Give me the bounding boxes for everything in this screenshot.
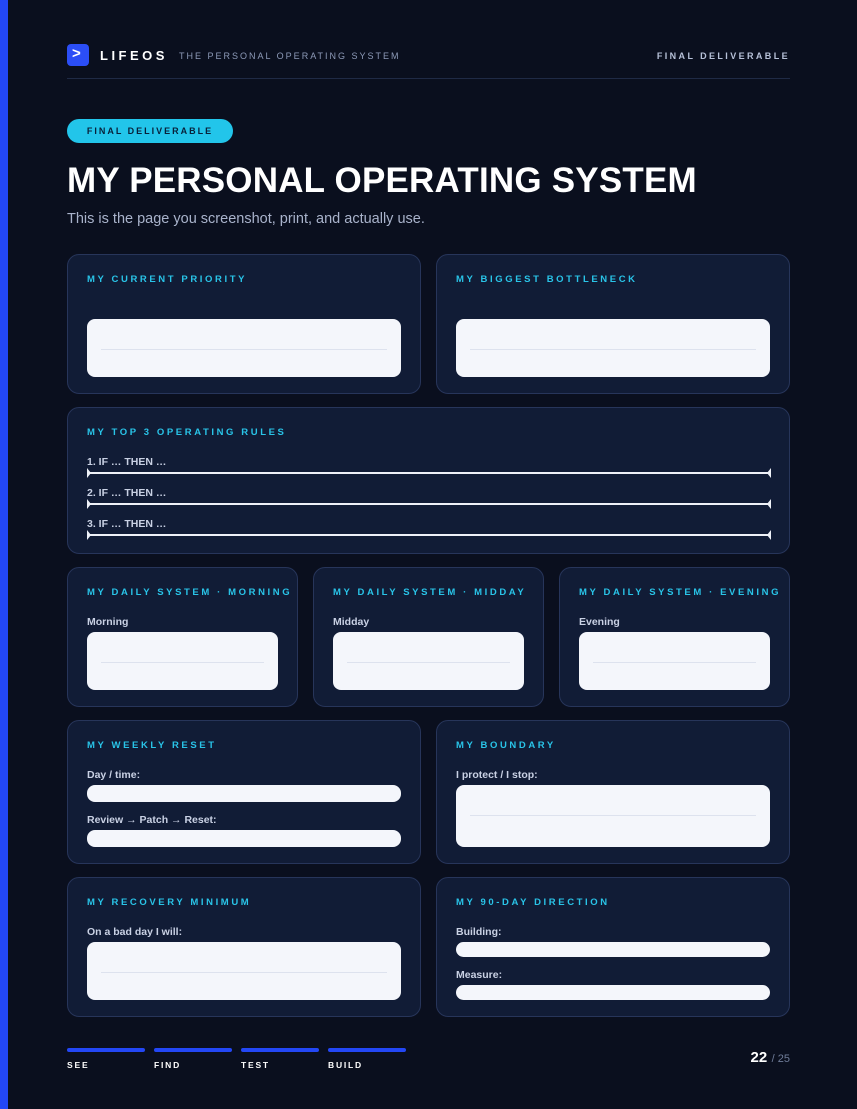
step-see: SEE — [67, 1048, 145, 1070]
logo-chevron: > — [72, 45, 81, 62]
page-title: MY PERSONAL OPERATING SYSTEM — [67, 161, 697, 200]
rule-2-label: 2. IF … THEN … — [87, 487, 167, 499]
step-test: TEST — [241, 1048, 319, 1070]
card-biggest-bottleneck — [436, 254, 790, 394]
card-daily-midday — [313, 567, 544, 707]
header-section-label: FINAL DELIVERABLE — [656, 51, 790, 61]
rule-1-label: 1. IF … THEN … — [87, 456, 167, 468]
direction-measure-label: Measure: — [456, 969, 503, 981]
evening-input[interactable] — [579, 632, 770, 690]
weekly-review-input[interactable] — [87, 830, 401, 847]
direction-building-label: Building: — [456, 926, 502, 938]
card-daily-morning — [67, 567, 298, 707]
card-title: MY DAILY SYSTEM · MORNING — [87, 587, 293, 598]
progress-steps — [67, 1048, 427, 1072]
recovery-label: On a bad day I will: — [87, 926, 183, 938]
recovery-input[interactable] — [87, 942, 401, 1000]
card-title: MY CURRENT PRIORITY — [87, 274, 248, 285]
weekly-review-label: Review → Patch → Reset: — [87, 814, 217, 826]
card-title: MY WEEKLY RESET — [87, 740, 217, 751]
brand-name: LIFEOS — [100, 48, 168, 63]
card-current-priority — [67, 254, 421, 394]
card-weekly-reset — [67, 720, 421, 864]
morning-input[interactable] — [87, 632, 278, 690]
card-title: MY BOUNDARY — [456, 740, 556, 751]
rule-1-line[interactable] — [87, 472, 771, 474]
logo-icon — [67, 44, 89, 66]
weekly-day-label: Day / time: — [87, 769, 141, 781]
page-subtitle: This is the page you screenshot, print, and actually use. — [67, 211, 425, 227]
page-current: 22 — [750, 1049, 768, 1066]
midday-input[interactable] — [333, 632, 524, 690]
step-build: BUILD — [328, 1048, 406, 1070]
page-header — [67, 44, 790, 66]
brand-tagline: THE PERSONAL OPERATING SYSTEM — [179, 51, 401, 61]
page-total: / 25 — [771, 1053, 790, 1065]
boundary-label: I protect / I stop: — [456, 769, 538, 781]
deliverable-badge: FINAL DELIVERABLE — [67, 119, 233, 143]
header-divider — [67, 78, 790, 79]
card-title: MY TOP 3 OPERATING RULES — [87, 427, 287, 438]
bottleneck-input[interactable] — [456, 319, 770, 377]
morning-label: Morning — [87, 616, 129, 628]
card-title: MY 90-DAY DIRECTION — [456, 897, 610, 908]
card-boundary — [436, 720, 790, 864]
card-title: MY BIGGEST BOTTLENECK — [456, 274, 638, 285]
card-title: MY RECOVERY MINIMUM — [87, 897, 252, 908]
direction-building-input[interactable] — [456, 942, 770, 957]
card-daily-evening — [559, 567, 790, 707]
card-recovery-minimum — [67, 877, 421, 1017]
card-title: MY DAILY SYSTEM · EVENING — [579, 587, 782, 598]
boundary-input[interactable] — [456, 785, 770, 847]
direction-measure-input[interactable] — [456, 985, 770, 1000]
rule-2-line[interactable] — [87, 503, 771, 505]
card-title: MY DAILY SYSTEM · MIDDAY — [333, 587, 527, 598]
page-number — [751, 1049, 791, 1067]
priority-input[interactable] — [87, 319, 401, 377]
weekly-day-input[interactable] — [87, 785, 401, 802]
card-operating-rules — [67, 407, 790, 554]
card-90-day-direction — [436, 877, 790, 1017]
rule-3-line[interactable] — [87, 534, 771, 536]
rule-3-label: 3. IF … THEN … — [87, 518, 167, 530]
left-accent-bar — [0, 0, 8, 1109]
midday-label: Midday — [333, 616, 370, 628]
evening-label: Evening — [579, 616, 620, 628]
step-find: FIND — [154, 1048, 232, 1070]
